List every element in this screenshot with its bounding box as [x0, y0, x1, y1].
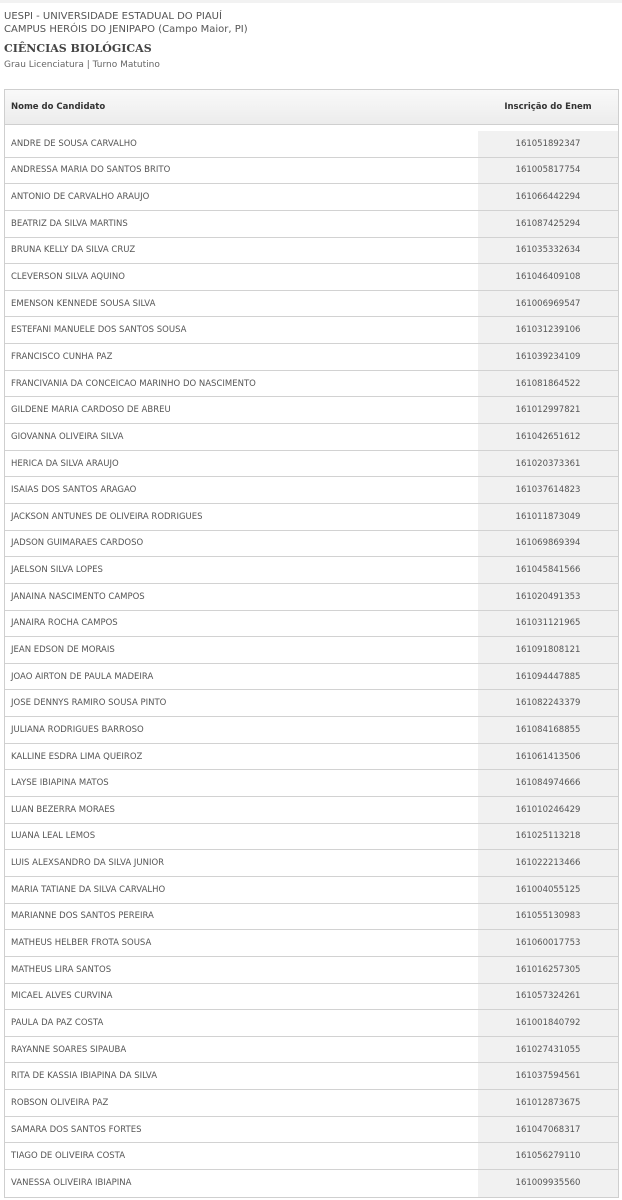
enem-registration: 161066442294: [478, 184, 618, 210]
table-row: [5, 717, 618, 744]
candidate-name: LAYSE IBIAPINA MATOS: [11, 778, 109, 789]
enem-registration: 161045841566: [478, 557, 618, 583]
enem-registration: 161046409108: [478, 264, 618, 290]
candidate-name: JOAO AIRTON DE PAULA MADEIRA: [11, 671, 154, 682]
table-row: [5, 1170, 618, 1197]
course-details: Grau Licenciatura | Turno Matutino: [4, 60, 160, 70]
candidate-name: JACKSON ANTUNES DE OLIVEIRA RODRIGUES: [11, 511, 203, 522]
table-row: [5, 424, 618, 451]
table-row: [5, 1117, 618, 1144]
candidate-name: LUIS ALEXSANDRO DA SILVA JUNIOR: [11, 858, 165, 869]
enem-registration: 161051892347: [478, 131, 618, 157]
table-row: [5, 1063, 618, 1090]
candidate-name: ANDRE DE SOUSA CARVALHO: [11, 138, 137, 149]
candidate-name: MATHEUS HELBER FROTA SOUSA: [11, 938, 152, 949]
column-header-enem: Inscrição do Enem: [504, 102, 592, 112]
page-header: [4, 10, 618, 72]
enem-registration: 161004055125: [478, 877, 618, 903]
column-header-name: Nome do Candidato: [11, 102, 106, 112]
candidate-name: MATHEUS LIRA SANTOS: [11, 964, 112, 975]
enem-registration: 161012873675: [478, 1090, 618, 1116]
table-row: [5, 904, 618, 931]
table-row: [5, 770, 618, 797]
table-row: [5, 1090, 618, 1117]
table-row: [5, 451, 618, 478]
candidate-name: SAMARA DOS SANTOS FORTES: [11, 1124, 142, 1135]
candidate-name: JANAINA NASCIMENTO CAMPOS: [11, 591, 145, 602]
enem-registration: 161031239106: [478, 317, 618, 343]
table-row: [5, 557, 618, 584]
table-row: [5, 397, 618, 424]
table-body: [5, 131, 618, 1197]
table-row: [5, 984, 618, 1011]
candidate-name: VANESSA OLIVEIRA IBIAPINA: [11, 1178, 132, 1189]
enem-registration: 161011873049: [478, 504, 618, 530]
table-row: [5, 1037, 618, 1064]
table-row: [5, 611, 618, 638]
enem-registration: 161084168855: [478, 717, 618, 743]
enem-registration: 161039234109: [478, 344, 618, 370]
candidate-name: TIAGO DE OLIVEIRA COSTA: [11, 1151, 126, 1162]
table-row: [5, 264, 618, 291]
table-row: [5, 477, 618, 504]
table-row: [5, 957, 618, 984]
candidate-name: LUAN BEZERRA MORAES: [11, 804, 115, 815]
candidate-name: ANDRESSA MARIA DO SANTOS BRITO: [11, 165, 171, 176]
table-row: [5, 317, 618, 344]
table-row: [5, 131, 618, 158]
table-row: [5, 824, 618, 851]
enem-registration: 161006969547: [478, 291, 618, 317]
candidate-name: EMENSON KENNEDE SOUSA SILVA: [11, 298, 156, 309]
enem-registration: 161047068317: [478, 1117, 618, 1143]
candidate-name: MICAEL ALVES CURVINA: [11, 991, 113, 1002]
candidate-name: PAULA DA PAZ COSTA: [11, 1017, 104, 1028]
enem-registration: 161005817754: [478, 158, 618, 184]
candidate-name: RITA DE KASSIA IBIAPINA DA SILVA: [11, 1071, 158, 1082]
candidate-name: BRUNA KELLY DA SILVA CRUZ: [11, 245, 136, 256]
university-name: UESPI - UNIVERSIDADE ESTADUAL DO PIAUÍ: [4, 11, 222, 22]
candidate-name: ROBSON OLIVEIRA PAZ: [11, 1097, 109, 1108]
candidate-name: ESTEFANI MANUELE DOS SANTOS SOUSA: [11, 325, 187, 336]
enem-registration: 161055130983: [478, 904, 618, 930]
enem-registration: 161012997821: [478, 397, 618, 423]
candidate-name: FRANCIVANIA DA CONCEICAO MARINHO DO NASCIMENTO: [11, 378, 256, 389]
enem-registration: 161035332634: [478, 238, 618, 264]
candidate-name: HERICA DA SILVA ARAUJO: [11, 458, 119, 469]
table-row: [5, 664, 618, 691]
table-row: [5, 184, 618, 211]
enem-registration: 161037614823: [478, 477, 618, 503]
candidate-name: JEAN EDSON DE MORAIS: [11, 644, 115, 655]
candidate-name: ISAIAS DOS SANTOS ARAGAO: [11, 485, 137, 496]
candidate-name: CLEVERSON SILVA AQUINO: [11, 272, 125, 283]
enem-registration: 161010246429: [478, 797, 618, 823]
enem-registration: 161022213466: [478, 850, 618, 876]
candidate-name: JAELSON SILVA LOPES: [11, 565, 103, 576]
candidate-name: GILDENE MARIA CARDOSO DE ABREU: [11, 405, 171, 416]
candidate-name: JADSON GUIMARAES CARDOSO: [11, 538, 144, 549]
table-row: [5, 797, 618, 824]
candidate-name: LUANA LEAL LEMOS: [11, 831, 96, 842]
enem-registration: 161060017753: [478, 930, 618, 956]
enem-registration: 161037594561: [478, 1063, 618, 1089]
table-row: [5, 1010, 618, 1037]
table-row: [5, 584, 618, 611]
enem-registration: 161056279110: [478, 1143, 618, 1169]
table-row: [5, 1143, 618, 1170]
enem-registration: 161027431055: [478, 1037, 618, 1063]
table-row: [5, 291, 618, 318]
enem-registration: 161031121965: [478, 611, 618, 637]
candidate-name: MARIA TATIANE DA SILVA CARVALHO: [11, 884, 166, 895]
campus-name: CAMPUS HERÓIS DO JENIPAPO (Campo Maior, PI): [4, 24, 248, 35]
candidate-name: JOSE DENNYS RAMIRO SOUSA PINTO: [11, 698, 167, 709]
table-row: [5, 371, 618, 398]
table-row: [5, 531, 618, 558]
enem-registration: 161081864522: [478, 371, 618, 397]
candidate-name: RAYANNE SOARES SIPAUBA: [11, 1044, 127, 1055]
enem-registration: 161087425294: [478, 211, 618, 237]
enem-registration: 161009935560: [478, 1170, 618, 1197]
candidate-name: JANAIRA ROCHA CAMPOS: [11, 618, 118, 629]
course-title: CIÊNCIAS BIOLÓGICAS: [4, 42, 152, 55]
enem-registration: 161057324261: [478, 984, 618, 1010]
enem-registration: 161001840792: [478, 1010, 618, 1036]
candidate-name: MARIANNE DOS SANTOS PEREIRA: [11, 911, 154, 922]
enem-registration: 161061413506: [478, 744, 618, 770]
candidate-name: JULIANA RODRIGUES BARROSO: [11, 724, 144, 735]
table-row: [5, 877, 618, 904]
top-strip: [0, 0, 622, 3]
enem-registration: 161042651612: [478, 424, 618, 450]
table-row: [5, 211, 618, 238]
enem-registration: 161084974666: [478, 770, 618, 796]
table-header: [5, 90, 618, 125]
table-row: [5, 158, 618, 185]
candidate-name: FRANCISCO CUNHA PAZ: [11, 351, 113, 362]
table-row: [5, 744, 618, 771]
table-row: [5, 637, 618, 664]
enem-registration: 161025113218: [478, 824, 618, 850]
candidate-name: BEATRIZ DA SILVA MARTINS: [11, 218, 128, 229]
enem-registration: 161020373361: [478, 451, 618, 477]
enem-registration: 161020491353: [478, 584, 618, 610]
candidate-name: ANTONIO DE CARVALHO ARAUJO: [11, 192, 150, 203]
enem-registration: 161069869394: [478, 531, 618, 557]
table-row: [5, 238, 618, 265]
table-row: [5, 344, 618, 371]
table-row: [5, 930, 618, 957]
table-row: [5, 850, 618, 877]
candidate-name: GIOVANNA OLIVEIRA SILVA: [11, 431, 124, 442]
candidate-name: KALLINE ESDRA LIMA QUEIROZ: [11, 751, 143, 762]
table-row: [5, 504, 618, 531]
enem-registration: 161091808121: [478, 637, 618, 663]
candidates-table: [4, 89, 619, 1198]
enem-registration: 161094447885: [478, 664, 618, 690]
enem-registration: 161016257305: [478, 957, 618, 983]
enem-registration: 161082243379: [478, 690, 618, 716]
table-row: [5, 690, 618, 717]
